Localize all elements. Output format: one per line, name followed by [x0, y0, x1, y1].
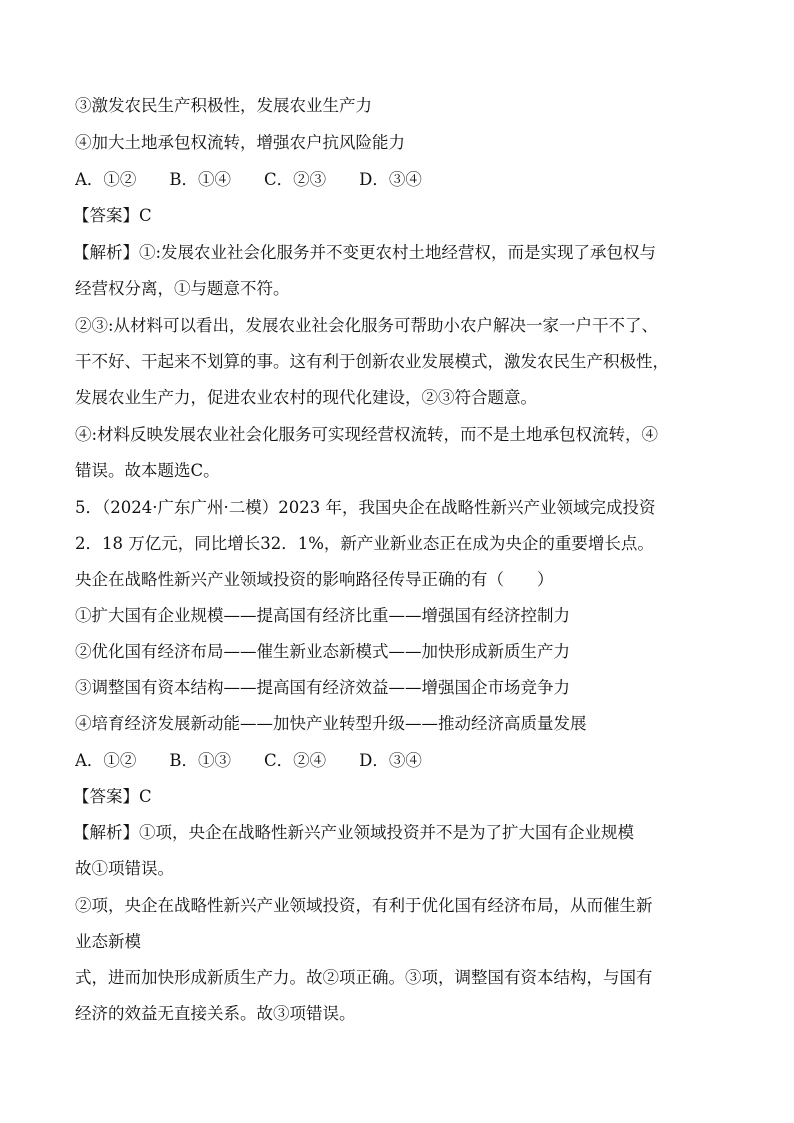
- analysis-line: 经营权分离，①与题意不符。: [75, 279, 290, 298]
- analysis-line: 发展农业生产力，促进农业农村的现代化建设，②③符合题意。: [75, 388, 537, 407]
- question-prompt-line: 央企在战略性新兴产业领域投资的影响路径传导正确的有（ ）: [75, 570, 554, 589]
- analysis-line: ④:材料反映发展农业社会化服务可实现经营权流转，而不是土地承包权流转，④: [75, 425, 659, 444]
- answer-choices-line: A．①② B．①④ C．②③ D．③④: [75, 170, 422, 189]
- option-2-line: ②优化国有经济布局——催生新业态新模式——加快形成新质生产力: [75, 642, 570, 661]
- answer-choices-line: A．①② B．①③ C．②④ D．③④: [75, 751, 422, 770]
- analysis-line: 【解析】①项，央企在战略性新兴产业领域投资并不是为了扩大国有企业规模: [73, 823, 634, 842]
- answer-line: 【答案】C: [73, 787, 152, 806]
- analysis-line: 业态新模: [75, 932, 141, 951]
- question-stem-line: 2．18 万亿元，同比增长32．1%，新产业新业态正在成为央企的重要增长点。: [75, 534, 654, 553]
- analysis-line: 经济的效益无直接关系。故③项错误。: [75, 1004, 356, 1023]
- answer-line: 【答案】C: [73, 206, 152, 225]
- analysis-line: 【解析】①:发展农业社会化服务并不变更农村土地经营权，而是实现了承包权与: [73, 243, 657, 262]
- analysis-line: 干不好、干起来不划算的事。这有利于创新农业发展模式，激发农民生产积极性，: [75, 352, 669, 371]
- analysis-line: 式，进而加快形成新质生产力。故②项正确。③项，调整国有资本结构，与国有: [75, 968, 653, 987]
- analysis-line: ②③:从材料可以看出，发展农业社会化服务可帮助小农户解决一家一户干不了、: [75, 316, 659, 335]
- analysis-line: 错误。故本题选C。: [75, 461, 220, 480]
- question-stem-line: 5．（2024·广东广州·二模）2023 年，我国央企在战略性新兴产业领域完成投资: [75, 498, 656, 517]
- option-4-line: ④培育经济发展新动能——加快产业转型升级——推动经济高质量发展: [75, 714, 587, 733]
- option-1-line: ①扩大国有企业规模——提高国有经济比重——增强国有经济控制力: [75, 606, 570, 625]
- option-4-line: ④加大土地承包权流转，增强农户抗风险能力: [75, 133, 405, 152]
- analysis-line: ②项，央企在战略性新兴产业领域投资，有利于优化国有经济布局，从而催生新: [75, 896, 653, 915]
- option-3-line: ③激发农民生产积极性，发展农业生产力: [75, 96, 372, 115]
- option-3-line: ③调整国有资本结构——提高国有经济效益——增强国企市场竞争力: [75, 678, 570, 697]
- analysis-line: 故①项错误。: [75, 859, 174, 878]
